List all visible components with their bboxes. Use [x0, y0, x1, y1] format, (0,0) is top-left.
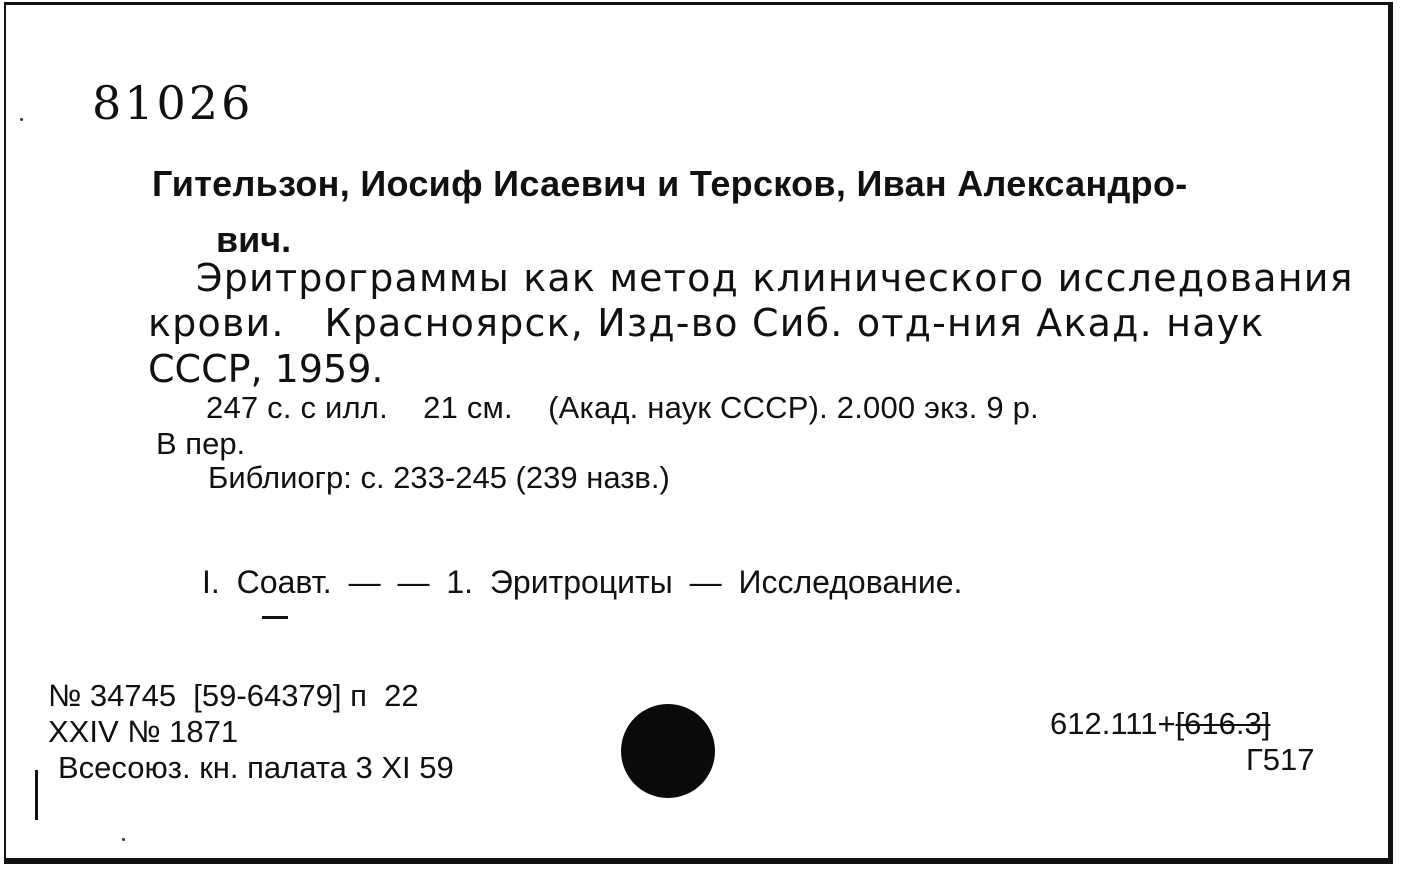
subject-tracings: I. Соавт. — — 1. Эритроциты — Исследование.	[202, 564, 963, 600]
collation-line1: 247 с. с илл. 21 см. (Акад. наук СССР). 2.000 экз. 9 р.	[206, 390, 1039, 425]
margin-mark	[35, 770, 38, 820]
accession-line2: XXIV № 1871	[48, 714, 239, 749]
title-line1: Эритрограммы как метод клинического исследования	[196, 256, 1354, 300]
udc-struck: [616.3]	[1175, 706, 1271, 741]
punch-hole	[621, 704, 715, 798]
speck	[20, 118, 23, 121]
underline-mark	[262, 616, 288, 619]
bibliography-note: Библиогр: с. 233-245 (239 назв.)	[208, 460, 670, 495]
title-line3: СССР, 1959.	[148, 347, 384, 391]
speck	[122, 838, 125, 841]
author-heading-line2: вич.	[216, 219, 292, 260]
handwritten-card-number: 81026	[92, 76, 254, 130]
accession-line1: № 34745 [59-64379] п 22	[48, 678, 419, 713]
udc-classification	[1050, 708, 1270, 739]
collation-line2: В пер.	[156, 426, 246, 461]
accession-line3: Всесоюз. кн. палата 3 XI 59	[58, 750, 454, 785]
udc-main: 612.111+	[1050, 706, 1176, 741]
cutter-number: Г517	[1246, 742, 1315, 777]
title-line2: крови. Красноярск, Изд-во Сиб. отд-ния Акад. наук	[148, 301, 1265, 345]
author-heading-line1: Гительзон, Иосиф Исаевич и Терсков, Иван Александро-	[152, 163, 1188, 204]
